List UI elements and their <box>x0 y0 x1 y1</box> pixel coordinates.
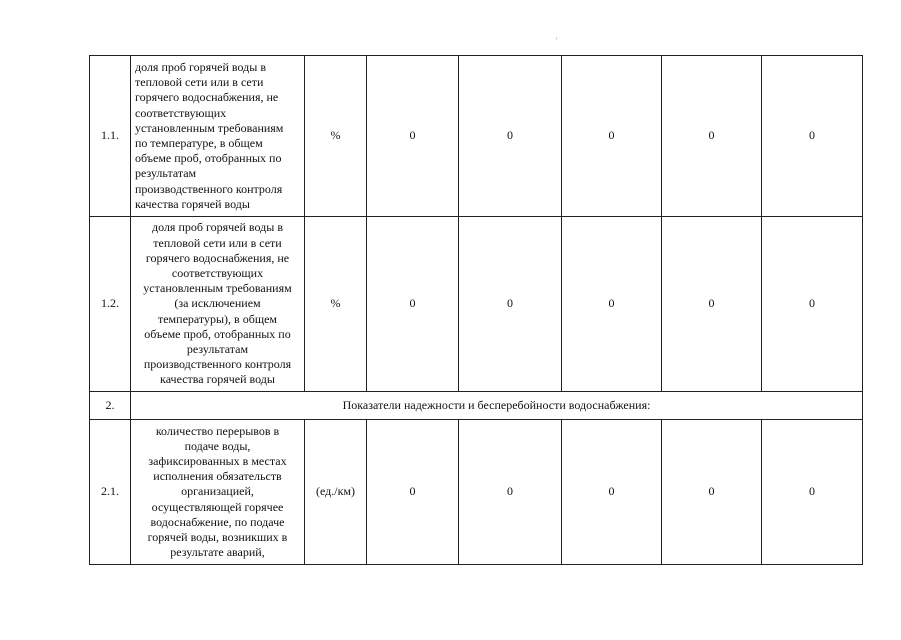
description-line: осуществляющей горячее <box>151 499 284 514</box>
description-line: соответствующих <box>171 265 264 280</box>
description-line: доля проб горячей воды в <box>135 59 266 74</box>
description-line: качества горячей воды <box>160 372 275 387</box>
description-line: установленным требованиям <box>143 281 292 296</box>
description-line: объеме проб, отобранных по <box>135 151 282 166</box>
value-cell: 0 <box>459 420 562 565</box>
row-unit: % <box>305 56 367 217</box>
value-cell: 0 <box>662 56 762 217</box>
value-cell: 0 <box>367 56 459 217</box>
row-number: 1.1. <box>90 56 131 217</box>
description-line: исполнения обязательств <box>153 469 282 484</box>
description-line: (за исключением <box>174 296 261 311</box>
row-description <box>131 56 305 217</box>
description-line: доля проб горячей воды в <box>152 220 283 235</box>
row-number: 1.2. <box>90 217 131 392</box>
value-cell: 0 <box>562 217 662 392</box>
description-line: результатам <box>186 342 249 356</box>
value-cell: 0 <box>762 420 863 565</box>
table-row <box>90 217 863 392</box>
description-line: производственного контроля <box>135 181 283 196</box>
description-line: подаче воды, <box>184 438 251 453</box>
row-number: 2.1. <box>90 420 131 565</box>
row-description <box>131 420 305 565</box>
section-row <box>90 392 863 420</box>
description-line: результате аварий, <box>170 545 265 560</box>
row-number: 2. <box>90 392 131 420</box>
value-cell: 0 <box>762 56 863 217</box>
description-line: количество перерывов в <box>155 423 280 438</box>
description-line: водоснабжение, по подаче <box>150 514 285 529</box>
description-line: горячего водоснабжения, не <box>145 250 290 265</box>
description-line: соответствующих <box>135 105 227 120</box>
value-cell: 0 <box>459 56 562 217</box>
value-cell: 0 <box>662 420 762 565</box>
description-line: результатам <box>135 166 197 181</box>
table-row <box>90 56 863 217</box>
value-cell: 0 <box>367 420 459 565</box>
description-line: горячего водоснабжения, не <box>135 90 279 105</box>
description-line: объеме проб, отобранных по <box>144 326 291 341</box>
table-row <box>90 420 863 565</box>
row-description <box>131 217 305 392</box>
description-line: производственного контроля <box>143 357 292 372</box>
description-line: зафиксированных в местах <box>148 453 287 468</box>
row-unit: (ед./км) <box>305 420 367 565</box>
description-line: по температуре, в общем <box>135 136 263 150</box>
description-line: тепловой сети или в сети <box>153 235 282 250</box>
value-cell: 0 <box>762 217 863 392</box>
description-line: температуры), в общем <box>157 311 277 326</box>
value-cell: 0 <box>459 217 562 392</box>
value-cell: 0 <box>562 420 662 565</box>
value-cell: 0 <box>662 217 762 392</box>
description-line: горячей воды, возникших в <box>147 530 288 544</box>
description-line: установленным требованиям <box>135 120 284 135</box>
scan-mark: ′ <box>556 36 558 45</box>
value-cell: 0 <box>367 217 459 392</box>
value-cell: 0 <box>562 56 662 217</box>
description-line: организацией, <box>181 484 254 499</box>
row-unit: % <box>305 217 367 392</box>
description-line: тепловой сети или в сети <box>135 75 264 90</box>
section-heading: Показатели надежности и бесперебойности водоснабжения: <box>131 392 863 420</box>
description-line: качества горячей воды <box>135 196 250 211</box>
indicators-table <box>89 55 863 565</box>
